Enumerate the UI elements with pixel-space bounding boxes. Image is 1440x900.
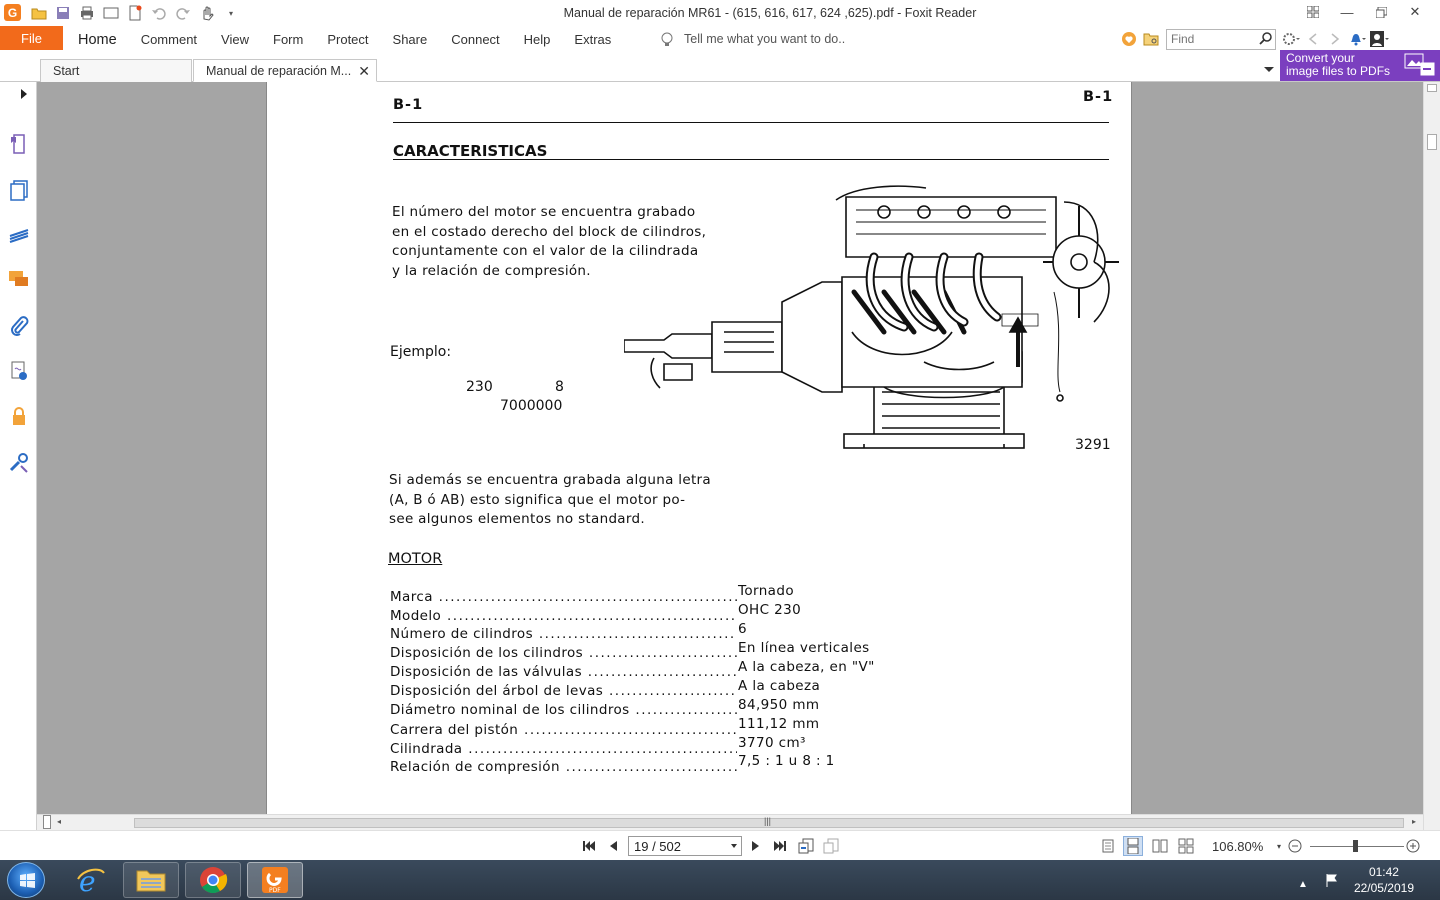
spec-value: En línea verticales (738, 640, 870, 656)
tab-start-label: Start (53, 64, 80, 78)
open-folder-icon[interactable] (30, 4, 48, 22)
section-title: CARACTERISTICAS (393, 142, 548, 160)
previous-result-icon[interactable] (1302, 29, 1324, 49)
spec-value: Tornado (738, 583, 794, 599)
spec-label: Disposición del árbol de levas ..... (390, 683, 737, 699)
foxit-reader-button[interactable] (247, 862, 303, 898)
ribbon (0, 26, 1440, 54)
favorite-icon[interactable] (1118, 29, 1140, 49)
clock-time: 01:42 (1368, 865, 1399, 879)
note-paragraph: Si además se encuentra grabada alguna letra (A, B ó AB) esto significa que el motor po- see algunos elementos no standard. (389, 472, 711, 527)
convert-promo-banner[interactable] (1280, 50, 1440, 81)
search-icon[interactable] (1259, 32, 1273, 46)
maximize-button[interactable] (1364, 2, 1398, 22)
spec-value: 6 (738, 621, 747, 637)
lightbulb-icon (660, 32, 674, 46)
windows-taskbar (0, 860, 1440, 900)
page-dropdown-icon[interactable] (731, 844, 737, 848)
engine-illustration (624, 182, 1120, 454)
tab-document-label: Manual de reparación M... (206, 64, 352, 78)
document-viewer[interactable] (37, 82, 1423, 814)
zoom-in-icon[interactable] (1405, 836, 1421, 856)
navigation-panel (0, 82, 37, 830)
single-page-view-icon[interactable] (1099, 836, 1117, 856)
spec-row (390, 583, 794, 609)
spec-value: A la cabeza, en "V" (738, 659, 875, 675)
find-field[interactable] (1166, 29, 1276, 50)
spec-value: 111,12 mm (738, 716, 820, 732)
settings-gear-icon[interactable] (1280, 29, 1302, 49)
spec-label: Modelo ..... (390, 608, 737, 624)
zoom-level[interactable]: 106.80% (1212, 839, 1264, 854)
previous-view-icon[interactable] (797, 836, 817, 856)
spec-row (390, 621, 747, 646)
spec-value: 7,5 : 1 u 8 : 1 (738, 753, 835, 769)
notification-bell-icon[interactable] (1346, 29, 1368, 49)
spec-row (390, 697, 820, 722)
horizontal-scrollbar[interactable] (37, 814, 1423, 830)
spec-value: 3770 cm³ (738, 735, 806, 751)
tab-protect[interactable]: Protect (327, 32, 369, 47)
layers-icon[interactable] (7, 222, 31, 246)
tab-comment[interactable]: Comment (140, 32, 198, 47)
menu-tabs (66, 26, 623, 53)
foxit-logo-icon: G (4, 4, 21, 21)
user-account-icon[interactable] (1368, 29, 1390, 49)
next-view-icon[interactable] (822, 836, 842, 856)
search-folder-icon[interactable] (1140, 29, 1162, 49)
figure-number: 3291 (1075, 437, 1111, 453)
tab-start[interactable] (40, 59, 192, 82)
continuous-facing-view-icon[interactable] (1177, 836, 1195, 856)
spec-value: 84,950 mm (738, 697, 820, 713)
tab-share[interactable]: Share (392, 32, 428, 47)
promo-line-2: image files to PDFs (1286, 64, 1391, 78)
split-handle[interactable] (43, 815, 51, 829)
tab-current-document[interactable] (193, 59, 377, 82)
expand-panel-icon[interactable] (21, 89, 27, 99)
close-button[interactable]: ✕ (1409, 4, 1421, 19)
comments-icon[interactable] (7, 267, 31, 291)
zoom-slider-knob[interactable] (1353, 840, 1358, 852)
internet-explorer-icon (75, 865, 105, 895)
start-button[interactable] (7, 862, 45, 898)
spec-row (390, 602, 802, 628)
security-lock-icon[interactable] (7, 404, 31, 428)
chrome-icon (198, 865, 228, 895)
example-line-1: 230 8 (466, 379, 564, 395)
tell-me-box[interactable] (660, 32, 845, 46)
pdf-page (266, 82, 1132, 814)
scroll-left-arrow-icon[interactable]: ◂ (57, 817, 62, 826)
clock[interactable] (1354, 864, 1414, 896)
promo-line-1: Convert your (1286, 51, 1355, 65)
continuous-view-icon[interactable] (1123, 836, 1143, 856)
image-to-pdf-icon (1404, 53, 1436, 77)
vertical-scroll-thumb[interactable] (1427, 134, 1437, 150)
spec-row (390, 640, 870, 665)
facing-view-icon[interactable] (1151, 836, 1169, 856)
signatures-icon[interactable] (7, 359, 31, 383)
restore-tiles-icon[interactable] (1296, 2, 1330, 22)
print-icon[interactable] (78, 4, 96, 22)
spec-label: Carrera del pistón ..... (390, 722, 737, 738)
screen-icon[interactable] (102, 4, 120, 22)
tab-view[interactable]: View (221, 32, 249, 47)
zoom-out-icon[interactable] (1287, 836, 1303, 856)
scroll-right-arrow-icon[interactable]: ▸ (1412, 817, 1417, 826)
tab-home[interactable]: Home (78, 31, 117, 48)
page-number-input[interactable] (628, 836, 742, 856)
example-line-2: 7000000 (500, 398, 563, 414)
spec-label: Diámetro nominal de los cilindros ..... (390, 702, 737, 718)
spec-label: Cilindrada ..... (390, 741, 737, 757)
quick-access-toolbar (30, 3, 246, 23)
clock-date: 22/05/2019 (1353, 881, 1414, 895)
pdf-badge: PDF (269, 887, 281, 894)
spec-label: Marca ..... (390, 589, 737, 605)
windows-logo-icon (8, 863, 46, 899)
svg-text:e: e (79, 865, 96, 895)
action-center-flag-icon[interactable] (1325, 879, 1339, 890)
previous-page-icon[interactable] (604, 836, 622, 856)
foxit-pdf-icon (260, 865, 290, 895)
status-bar (0, 830, 1440, 860)
tab-form[interactable]: Form (273, 32, 304, 47)
tab-extras[interactable]: Extras (574, 32, 612, 47)
vertical-scrollbar[interactable] (1423, 82, 1440, 830)
section-rule (393, 159, 1109, 160)
customize-dropdown-icon[interactable]: ▾ (228, 8, 233, 18)
bookmarks-icon[interactable] (7, 132, 31, 156)
zoom-dropdown-icon[interactable]: ▾ (1276, 841, 1281, 851)
scroll-up-button[interactable] (1427, 84, 1437, 92)
tab-list-dropdown-icon[interactable] (1262, 62, 1276, 76)
spec-value: OHC 230 (738, 602, 802, 618)
spec-row (390, 735, 806, 761)
title-bar (0, 0, 1440, 26)
save-icon[interactable] (54, 4, 72, 22)
file-explorer-button[interactable] (123, 862, 179, 898)
spec-label: Relación de compresión ..... (390, 759, 737, 775)
page-header-right: B-1 (1083, 89, 1114, 105)
last-page-icon[interactable] (771, 836, 789, 856)
content-tools-icon[interactable] (7, 450, 31, 474)
spec-label: Disposición de los cilindros ..... (390, 645, 737, 661)
redo-icon[interactable] (174, 4, 192, 22)
file-tab[interactable]: File (0, 26, 63, 50)
undo-icon[interactable] (150, 4, 168, 22)
next-page-icon[interactable] (747, 836, 765, 856)
document-tab-bar (0, 51, 1440, 82)
scroll-grip-icon: ||| (764, 816, 772, 826)
spec-label: Número de cilindros ..... (390, 626, 737, 642)
attachments-icon[interactable] (7, 314, 31, 338)
spec-row (390, 659, 875, 684)
page-thumbnails-icon[interactable] (7, 178, 31, 202)
system-tray (1298, 873, 1339, 890)
tab-connect[interactable]: Connect (451, 32, 500, 47)
show-hidden-icons-icon[interactable]: ▲ (1298, 879, 1308, 890)
spec-row (390, 678, 821, 703)
new-document-icon[interactable] (126, 4, 144, 22)
header-rule (393, 122, 1109, 123)
example-label: Ejemplo: (390, 344, 452, 360)
spec-value: A la cabeza (738, 678, 821, 694)
window-title: Manual de reparación MR61 - (615, 616, 617, 624 ,625).pdf - Foxit Reader (563, 6, 977, 20)
spec-row (390, 753, 835, 779)
folder-icon (135, 867, 167, 893)
chrome-button[interactable] (185, 862, 241, 898)
tab-help[interactable]: Help (523, 32, 551, 47)
spec-row (390, 716, 820, 742)
ribbon-right-tools (1118, 28, 1390, 50)
next-result-icon[interactable] (1324, 29, 1346, 49)
intro-paragraph: El número del motor se encuentra grabado en el costado derecho del block de cilindros, conjuntamente con el valor de la cilindrada y la relación de compresión. (392, 204, 707, 279)
close-tab-icon[interactable]: ✕ (358, 63, 370, 79)
page-header-left: B-1 (393, 97, 424, 113)
spec-label: Disposición de las válvulas ..... (390, 664, 737, 680)
minimize-button[interactable]: — (1340, 4, 1354, 20)
first-page-icon[interactable] (580, 836, 598, 856)
tell-me-text: Tell me what you want to do.. (684, 32, 846, 46)
motor-heading: MOTOR (388, 551, 443, 567)
internet-explorer-button[interactable] (62, 862, 118, 898)
window-controls (1296, 2, 1432, 22)
hand-tool-icon[interactable] (198, 4, 216, 22)
